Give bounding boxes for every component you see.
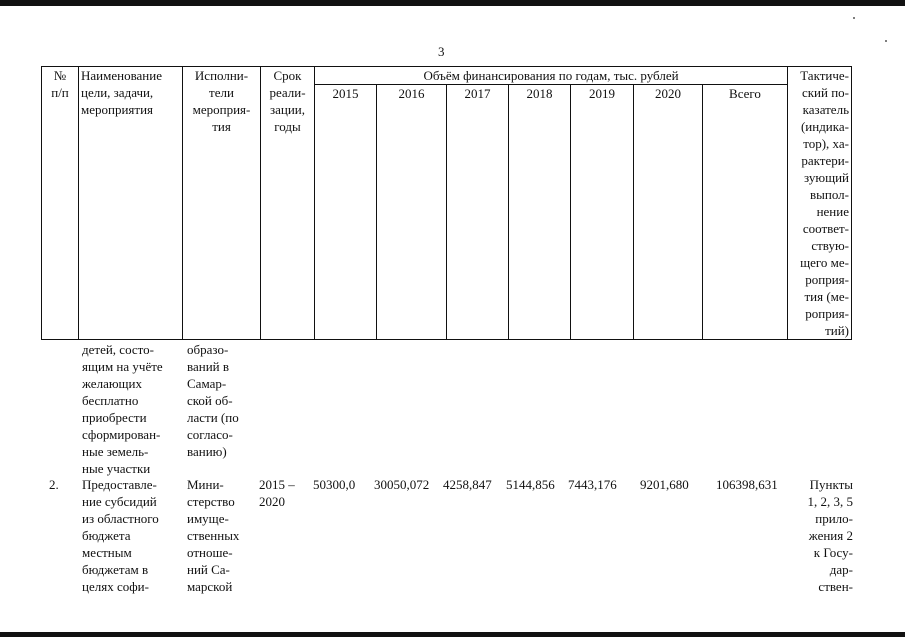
header-financing-title: Объём финансирования по годам, тыс. рублей (315, 67, 788, 85)
continuation-name: детей, состо- ящим на учёте желающих бесплатно приобрести сформирован- ные земель- ные участки (82, 342, 163, 476)
header-year: 2015 (315, 85, 377, 340)
header-year: 2018 (509, 85, 571, 340)
row-executors: Мини- стерство имуще- ственных отноше- ний Са- марской (187, 477, 240, 594)
row-value-2019: 7443,176 (568, 477, 617, 492)
header-name: Наименование цели, задачи, мероприятия (79, 67, 183, 340)
scan-speck (885, 40, 887, 42)
header-total: Всего (703, 85, 788, 340)
row-name: Предоставле- ние субсидий из областного бюджета местным бюджетам в целях софи- (82, 477, 159, 594)
row-value-total: 106398,631 (716, 477, 778, 492)
header-year: 2016 (377, 85, 447, 340)
header-number: № п/п (42, 67, 79, 340)
header-executors: Исполни- тели мероприя- тия (183, 67, 261, 340)
continuation-executors: образо- ваний в Самар- ской об- ласти (по согласо- ванию) (187, 342, 239, 459)
row-value-2015: 50300,0 (313, 477, 356, 492)
row-value-2020: 9201,680 (640, 477, 689, 492)
row-value-2016: 30050,072 (374, 477, 430, 492)
row-indicator: Пункты 1, 2, 3, 5 прило- жения 2 к Госу- дар- ствен- (807, 477, 853, 594)
header-term: Срок реали- зации, годы (261, 67, 315, 340)
bottom-scan-border (0, 632, 905, 637)
page-number: 3 (438, 44, 445, 59)
header-year: 2020 (634, 85, 703, 340)
row-number: 2. (49, 477, 59, 492)
row-term: 2015 – 2020 (259, 477, 295, 509)
top-scan-border (0, 0, 905, 6)
scan-speck (853, 17, 855, 19)
header-year: 2019 (571, 85, 634, 340)
header-indicator: Тактиче- ский по- казатель (индика- тор), ха- рактери- зующий выпол- нение соответ- ствую- щего ме- роприя- тия (ме- роприя- тий) (788, 67, 852, 340)
row-value-2018: 5144,856 (506, 477, 555, 492)
financing-table-header (41, 66, 852, 340)
header-year: 2017 (447, 85, 509, 340)
row-value-2017: 4258,847 (443, 477, 492, 492)
